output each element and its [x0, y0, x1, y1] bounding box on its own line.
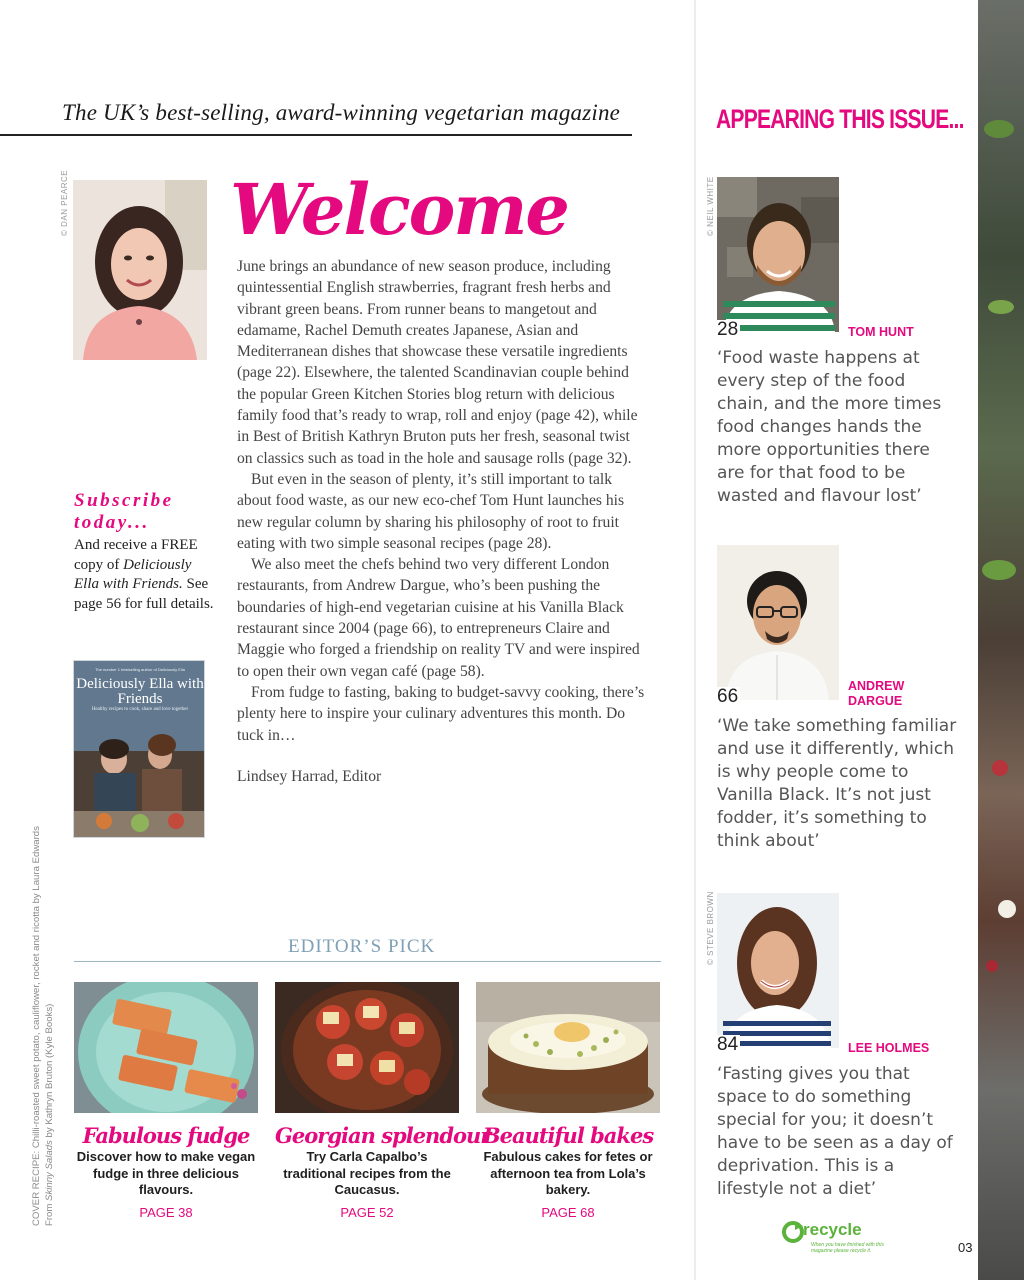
cover-photo-strip: [978, 0, 1024, 1280]
book-title: Deliciously Ella with Friends: [76, 676, 204, 707]
andrew-dargue-photo: [717, 545, 839, 700]
pick-heading[interactable]: Georgian splendour: [275, 1123, 491, 1148]
contributor-page-number: 84: [717, 1034, 739, 1055]
tom-photo-credit: © NEIL WHITE: [706, 176, 715, 236]
subscribe-book-title: Deliciously Ella with Friends.: [74, 556, 192, 592]
letter-paragraph: From fudge to fasting, baking to budget-savvy cooking, there’s plenty here to inspire your culinary adventures this month. Do tuck in…: [237, 683, 645, 744]
book-cover[interactable]: [73, 660, 205, 838]
pomegranate-shape: [986, 960, 998, 972]
georgian-dish-photo: [275, 982, 459, 1113]
subscribe-heading[interactable]: Subscribe today...: [74, 490, 174, 533]
letter-paragraph: June brings an abundance of new season produce, including quintessential English strawberries, fragrant fresh herbs and vibrant green beans. From runner beans to mangetout and edamame, Rachel Demuth creates Japanese, Asian and Mediterranean dishes that showcase these versatile ingredients (page 22). Elsewhere, the talented Scandinavian couple behind the popular Green Kitchen Stories blog return with delicious family food that’s ready to wrap, roll and enjoy (page 42), while in Best of British Kathryn Bruton puts her fresh, seasonal twist on classics such as toad in the hole and sausage rolls (page 32).: [237, 258, 638, 467]
pick-card-fudge[interactable]: [74, 982, 258, 1220]
cover-credit-line: COVER RECIPE: Chilli-roasted sweet potato, cauliflower, rocket and ricotta by Laura Edwards: [31, 826, 42, 1226]
pick-page-link[interactable]: PAGE 52: [340, 1204, 394, 1220]
welcome-heading: Welcome: [230, 168, 568, 251]
appearing-this-issue-heading: APPEARING THIS ISSUE...: [716, 104, 964, 134]
cover-credit-text: From: [44, 1200, 55, 1226]
book-strap: The number 1 bestselling author of Deliciously Ella: [95, 667, 185, 672]
pick-description: Try Carla Capalbo’s traditional recipes from the Caucasus.: [283, 1149, 451, 1197]
magazine-tagline: The UK’s best-selling, award-winning vegetarian magazine: [62, 100, 621, 125]
subscribe-text: [74, 536, 214, 614]
ricotta-shape: [998, 900, 1016, 918]
lee-photo-credit: © STEVE BROWN: [706, 891, 715, 965]
subscribe-line: See page 56 for full details.: [74, 576, 214, 612]
subscribe-line: And receive a FREE copy of: [74, 537, 198, 573]
editors-pick-rule: [74, 961, 661, 962]
pick-description: Discover how to make vegan fudge in three delicious flavours.: [76, 1149, 256, 1197]
editor-signature: Lindsey Harrad, Editor: [237, 767, 382, 785]
editors-pick-title: EDITOR’S PICK: [288, 936, 436, 957]
contributor-quote: ‘Fasting gives you that space to do something special for you; it doesn’t have to be seen as a day of deprivation. This is a lifestyle not a diet’: [717, 1064, 953, 1199]
pick-card-georgian[interactable]: [275, 982, 491, 1220]
page-fold: [694, 0, 696, 1280]
pick-description: Fabulous cakes for fetes or afternoon tea from Lola’s bakery.: [483, 1149, 653, 1197]
book-subtitle: Healthy recipes to cook, share and love together: [91, 707, 189, 712]
recycle-icon: [781, 1220, 805, 1244]
pick-heading[interactable]: Beautiful bakes: [482, 1123, 654, 1148]
cake-photo: [476, 982, 660, 1113]
editor-photo: [73, 180, 207, 360]
recycle-logo: [781, 1218, 903, 1258]
lee-holmes-photo: [717, 893, 839, 1048]
contributor-name: ANDREW DARGUE: [848, 679, 905, 708]
editor-photo-credit: © DAN PEARCE: [60, 169, 69, 236]
cover-credit-book: Skinny Salads: [44, 1140, 55, 1201]
leaf-shape: [988, 300, 1014, 314]
leaf-shape: [984, 120, 1014, 138]
letter-paragraph: We also meet the chefs behind two very different London restaurants, from Andrew Dargue, who’s been pushing the boundaries of high-end vegetarian cuisine at his Vanilla Black restaurant since 2004 (page 66), to entrepreneurs Claire and Maggie who forged a friendship on reality TV and were inspired to open their own vegan café (page 58).: [237, 556, 640, 680]
tagline-rule: [0, 134, 632, 136]
letter-paragraph: But even in the season of plenty, it’s still important to talk about food waste, as our new eco-chef Tom Hunt launches his new regular column by sharing his philosophy of root to fruit eating with two simple seasonal recipes (page 28).: [237, 470, 625, 552]
cover-credit-text: by Kathryn Bruton (Kyle Books): [44, 1003, 55, 1141]
fudge-photo: [74, 982, 258, 1113]
pomegranate-shape: [992, 760, 1008, 776]
pick-page-link[interactable]: PAGE 68: [541, 1204, 595, 1220]
contributor-quote: ‘We take something familiar and use it differently, which is why people come to Vanilla Black. It’s not just fodder, it’s something to think about’: [717, 716, 957, 851]
contributor-name: LEE HOLMES: [848, 1041, 930, 1055]
contributor-page-number: 28: [717, 319, 739, 340]
recycle-label: recycle: [803, 1220, 862, 1239]
pick-page-link[interactable]: PAGE 38: [139, 1204, 193, 1220]
recycle-note: When you have finished with this magazine please recycle it.: [811, 1242, 884, 1254]
pick-card-bakes[interactable]: [476, 982, 660, 1220]
editor-letter: [237, 256, 649, 787]
pick-heading[interactable]: Fabulous fudge: [82, 1123, 250, 1148]
contributor-page-number: 66: [717, 686, 739, 707]
page-number: 03: [958, 1240, 973, 1255]
contributor-quote: ‘Food waste happens at every step of the food chain, and the more times food changes hands the more opportunities there are for that food to be wasted and flavour lost’: [717, 348, 942, 506]
cover-recipe-credit: [30, 826, 56, 1226]
contributor-name: TOM HUNT: [848, 325, 914, 339]
subscribe-offer[interactable]: [74, 490, 214, 614]
tom-hunt-photo: [717, 177, 839, 332]
leaf-shape: [982, 560, 1016, 580]
cover-credit-line: [43, 826, 56, 1226]
